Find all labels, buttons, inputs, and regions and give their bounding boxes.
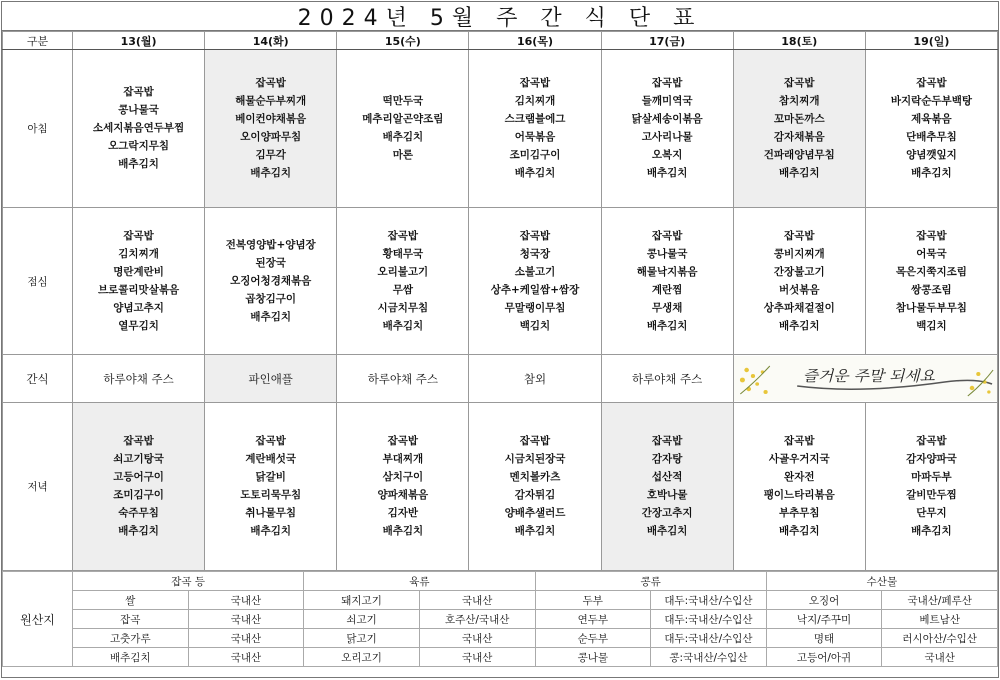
lunch-dish-list bbox=[866, 230, 997, 333]
dish-item: 배추김치 bbox=[646, 319, 688, 332]
dish-item: 무말랭이무침 bbox=[504, 301, 566, 314]
dish-item: 호박나물 bbox=[646, 489, 688, 501]
dish-item: 들깨미역국 bbox=[641, 95, 693, 107]
day-header: 18(토) bbox=[733, 32, 865, 50]
origin-item: 오리고기 bbox=[304, 648, 420, 667]
dish-item: 배추김치 bbox=[382, 525, 424, 537]
origin-source: 대두:국내산/수입산 bbox=[651, 610, 767, 629]
origin-source: 국내산 bbox=[188, 591, 304, 610]
dish-item: 배추김치 bbox=[646, 525, 688, 537]
origin-group-header: 육류 bbox=[304, 572, 535, 591]
dish-item: 무생채 bbox=[651, 301, 683, 314]
menu-title: 2024년 5월 주 간 식 단 표 bbox=[2, 2, 998, 31]
dish-item: 오이양파무침 bbox=[240, 131, 302, 143]
dinner-cell bbox=[469, 403, 601, 571]
dish-item: 잡곡밥 bbox=[651, 229, 683, 242]
dish-item: 잡곡밥 bbox=[784, 229, 815, 242]
dish-item: 잡곡밥 bbox=[519, 77, 551, 89]
dish-item: 잡곡밥 bbox=[255, 435, 286, 447]
origin-source: 대두:국내산/수입산 bbox=[651, 591, 767, 610]
dish-item: 섭산적 bbox=[651, 471, 683, 483]
dish-item: 소세지볶음연두부찜 bbox=[92, 122, 185, 134]
dish-item: 메추리알곤약조림 bbox=[362, 113, 444, 125]
origin-source: 러시아산/수입산 bbox=[882, 629, 998, 648]
dish-item: 참치찌개 bbox=[778, 95, 820, 107]
lunch-cell bbox=[469, 208, 601, 355]
origin-label: 원산지 bbox=[3, 572, 73, 667]
dish-item: 잡곡밥 bbox=[387, 435, 419, 447]
dish-item: 해물순두부찌개 bbox=[235, 95, 307, 107]
dish-item: 완자전 bbox=[784, 471, 815, 483]
dish-item: 고사리나물 bbox=[641, 131, 693, 143]
breakfast-dish-list bbox=[73, 86, 204, 171]
day-header: 15(수) bbox=[337, 32, 469, 50]
dish-item: 잡곡밥 bbox=[916, 435, 947, 447]
origin-item: 오징어 bbox=[766, 591, 882, 610]
dish-item: 잡곡밥 bbox=[255, 77, 286, 89]
dish-item: 스크램블에그 bbox=[504, 113, 566, 125]
dish-item: 배추김치 bbox=[778, 319, 820, 332]
dish-item: 쌍콩조림 bbox=[911, 283, 952, 296]
day-header: 14(화) bbox=[205, 32, 337, 50]
dish-item: 부대찌개 bbox=[382, 453, 424, 465]
dish-item: 취나물무침 bbox=[245, 507, 297, 519]
lunch-cell bbox=[865, 208, 997, 355]
dish-item: 배추김치 bbox=[250, 167, 291, 179]
weekend-banner bbox=[733, 355, 997, 403]
dish-item: 황태무국 bbox=[382, 247, 424, 260]
lunch-cell bbox=[73, 208, 205, 355]
dish-item: 꼬마돈까스 bbox=[773, 113, 825, 125]
weekly-menu-table bbox=[2, 31, 998, 571]
dish-item: 잡곡밥 bbox=[519, 229, 551, 242]
dish-item: 제육볶음 bbox=[911, 113, 952, 125]
origin-source: 호주산/국내산 bbox=[419, 610, 535, 629]
dish-item: 배추김치 bbox=[778, 525, 820, 537]
dish-item: 소불고기 bbox=[514, 265, 556, 278]
dish-item: 브로콜리맛살볶음 bbox=[97, 283, 180, 296]
dish-item: 참나물두부무침 bbox=[895, 301, 967, 314]
origin-row bbox=[3, 591, 998, 610]
breakfast-dish-list bbox=[469, 77, 600, 180]
dish-item: 시금치된장국 bbox=[504, 453, 566, 465]
dish-item: 무쌈 bbox=[392, 283, 413, 296]
dish-item: 김무각 bbox=[255, 149, 286, 161]
dish-item: 어묵볶음 bbox=[514, 131, 556, 143]
dish-item: 콩나물국 bbox=[646, 247, 688, 260]
dish-item: 닭갈비 bbox=[255, 471, 286, 483]
lunch-dish-list bbox=[205, 239, 336, 324]
origin-item: 배추김치 bbox=[73, 648, 189, 667]
dish-item: 마론 bbox=[392, 149, 413, 161]
dish-item: 갈비만두찜 bbox=[906, 489, 957, 501]
dish-item: 바지락순두부백탕 bbox=[890, 95, 972, 107]
dish-item: 열무김치 bbox=[118, 319, 159, 332]
meal-label-lunch: 점심 bbox=[3, 208, 73, 355]
dinner-cell bbox=[601, 403, 733, 571]
dinner-cell bbox=[865, 403, 997, 571]
day-header: 13(월) bbox=[73, 32, 205, 50]
origin-source: 국내산 bbox=[188, 610, 304, 629]
origin-source: 대두:국내산/수입산 bbox=[651, 629, 767, 648]
dish-item: 버섯볶음 bbox=[778, 283, 820, 296]
dinner-cell bbox=[73, 403, 205, 571]
dish-item: 잡곡밥 bbox=[123, 435, 154, 447]
breakfast-cell bbox=[733, 50, 865, 208]
origin-source: 콩:국내산/수입산 bbox=[651, 648, 767, 667]
origin-source: 국내산 bbox=[188, 648, 304, 667]
origin-item: 낙지/주꾸미 bbox=[766, 610, 882, 629]
dish-item: 쇠고기탕국 bbox=[113, 453, 164, 465]
dish-item: 목은지쭉지조림 bbox=[895, 265, 967, 278]
origin-source: 국내산 bbox=[882, 648, 998, 667]
dinner-dish-list bbox=[337, 435, 468, 538]
dish-item: 감자채볶음 bbox=[773, 131, 825, 143]
origin-source: 국내산/페루산 bbox=[882, 591, 998, 610]
dish-item: 마파두부 bbox=[911, 471, 952, 483]
breakfast-cell bbox=[73, 50, 205, 208]
dish-item: 해물낙지볶음 bbox=[636, 265, 698, 278]
origin-item: 고등어/아귀 bbox=[766, 648, 882, 667]
dish-item: 배추김치 bbox=[118, 525, 159, 537]
origin-source: 국내산 bbox=[188, 629, 304, 648]
dinner-dish-list bbox=[734, 435, 865, 538]
dish-item: 상추+케일쌈+쌈장 bbox=[490, 283, 580, 296]
dish-item: 잡곡밥 bbox=[519, 435, 551, 447]
origin-row bbox=[3, 629, 998, 648]
snack-cell: 하루야채 주스 bbox=[73, 355, 205, 403]
origin-item: 닭고기 bbox=[304, 629, 420, 648]
breakfast-cell bbox=[601, 50, 733, 208]
snack-cell: 참외 bbox=[469, 355, 601, 403]
dish-item: 배추김치 bbox=[778, 167, 820, 179]
day-header: 17(금) bbox=[601, 32, 733, 50]
origin-item: 콩나물 bbox=[535, 648, 651, 667]
origin-item: 순두부 bbox=[535, 629, 651, 648]
header-row bbox=[3, 32, 998, 50]
dish-item: 양파채볶음 bbox=[377, 489, 429, 501]
dish-item: 배추김치 bbox=[382, 131, 424, 143]
dish-item: 숙주무침 bbox=[118, 507, 159, 519]
dish-item: 배추김치 bbox=[250, 525, 291, 537]
origin-source: 국내산 bbox=[419, 591, 535, 610]
dish-item: 베이컨야채볶음 bbox=[235, 113, 307, 125]
dish-item: 배추김치 bbox=[250, 310, 291, 323]
origin-source: 베트남산 bbox=[882, 610, 998, 629]
origin-row bbox=[3, 648, 998, 667]
origin-group-header: 수산물 bbox=[766, 572, 997, 591]
dish-item: 전복영양밥+양념장 bbox=[225, 238, 316, 251]
dish-item: 건파래양념무침 bbox=[763, 149, 835, 161]
origin-group-header: 잡곡 등 bbox=[73, 572, 304, 591]
dish-item: 잡곡밥 bbox=[651, 77, 683, 89]
dinner-dish-list bbox=[866, 435, 997, 538]
banner-text: 즐거운 주말 되세요 bbox=[802, 367, 935, 385]
dish-item: 양념깻잎지 bbox=[906, 149, 957, 161]
snack-cell: 파인애플 bbox=[205, 355, 337, 403]
dish-item: 잡곡밥 bbox=[123, 86, 154, 98]
dish-item: 오그락지무침 bbox=[108, 140, 169, 152]
breakfast-cell bbox=[469, 50, 601, 208]
origin-item: 고춧가루 bbox=[73, 629, 189, 648]
dish-item: 잡곡밥 bbox=[784, 77, 815, 89]
dish-item: 된장국 bbox=[255, 256, 286, 269]
dish-item: 잡곡밥 bbox=[123, 229, 154, 242]
origin-item: 돼지고기 bbox=[304, 591, 420, 610]
dish-item: 멘치볼카츠 bbox=[509, 471, 561, 483]
day-header: 19(일) bbox=[865, 32, 997, 50]
dish-item: 계란찜 bbox=[651, 283, 683, 296]
dish-item: 고등어구이 bbox=[113, 471, 164, 483]
origin-row bbox=[3, 610, 998, 629]
breakfast-dish-list bbox=[734, 77, 865, 180]
dish-item: 잡곡밥 bbox=[387, 229, 419, 242]
dish-item: 간장고추지 bbox=[641, 507, 693, 519]
dish-item: 감자튀김 bbox=[514, 489, 556, 501]
dish-item: 시금치무침 bbox=[377, 301, 429, 314]
dish-item: 김치찌개 bbox=[514, 95, 556, 107]
meal-label-snack: 간식 bbox=[3, 355, 73, 403]
dish-item: 사골우거지국 bbox=[768, 453, 830, 465]
dish-item: 도토리묵무침 bbox=[240, 489, 302, 501]
weekend-banner-image bbox=[734, 356, 997, 401]
breakfast-dish-list bbox=[337, 95, 468, 162]
dish-item: 백김치 bbox=[519, 319, 551, 332]
dish-item: 조미김구이 bbox=[113, 489, 164, 501]
dish-item: 김자반 bbox=[387, 507, 419, 519]
dish-item: 조미김구이 bbox=[509, 149, 561, 161]
dish-item: 상추파채겉절이 bbox=[763, 301, 835, 314]
dish-item: 간장불고기 bbox=[773, 265, 825, 278]
breakfast-cell bbox=[205, 50, 337, 208]
breakfast-dish-list bbox=[205, 77, 336, 180]
dish-item: 배추김치 bbox=[514, 167, 556, 179]
dinner-row bbox=[3, 403, 998, 571]
dish-item: 배추김치 bbox=[514, 525, 556, 537]
menu-sheet bbox=[1, 1, 999, 678]
dish-item: 오리불고기 bbox=[377, 265, 429, 278]
dish-item: 백김치 bbox=[916, 319, 947, 332]
dinner-cell bbox=[205, 403, 337, 571]
lunch-cell bbox=[733, 208, 865, 355]
lunch-dish-list bbox=[73, 230, 204, 333]
dish-item: 닭살세송이볶음 bbox=[631, 113, 703, 125]
dinner-cell bbox=[733, 403, 865, 571]
dish-item: 배추김치 bbox=[382, 319, 424, 332]
dish-item: 팽이느타리볶음 bbox=[763, 489, 835, 501]
dish-item: 양념고추지 bbox=[113, 301, 164, 314]
dish-item: 김치찌개 bbox=[118, 247, 159, 260]
dinner-cell bbox=[337, 403, 469, 571]
dish-item: 감자양파국 bbox=[906, 453, 957, 465]
lunch-dish-list bbox=[469, 230, 600, 333]
origin-item: 잡곡 bbox=[73, 610, 189, 629]
lunch-dish-list bbox=[337, 230, 468, 333]
snack-cell: 하루야채 주스 bbox=[337, 355, 469, 403]
dish-item: 콩비지찌개 bbox=[773, 247, 825, 260]
breakfast-cell bbox=[865, 50, 997, 208]
origin-group-header: 콩류 bbox=[535, 572, 766, 591]
dinner-dish-list bbox=[73, 435, 204, 538]
dish-item: 어묵국 bbox=[916, 247, 947, 260]
dish-item: 부추무침 bbox=[778, 507, 820, 519]
dish-item: 청국장 bbox=[519, 247, 551, 260]
origin-item: 두부 bbox=[535, 591, 651, 610]
dish-item: 잡곡밥 bbox=[651, 435, 683, 447]
lunch-cell bbox=[601, 208, 733, 355]
dish-item: 감자탕 bbox=[651, 453, 683, 465]
snack-row bbox=[3, 355, 998, 403]
dish-item: 계란배섯국 bbox=[245, 453, 297, 465]
breakfast-dish-list bbox=[866, 77, 997, 180]
breakfast-row bbox=[3, 50, 998, 208]
lunch-cell bbox=[337, 208, 469, 355]
dish-item: 오복지 bbox=[651, 149, 683, 161]
dish-item: 오징어청경채볶음 bbox=[230, 274, 312, 287]
dish-item: 양배추샐러드 bbox=[504, 507, 566, 519]
meal-label-dinner: 저녁 bbox=[3, 403, 73, 571]
dish-item: 잡곡밥 bbox=[784, 435, 815, 447]
dish-item: 명란계란비 bbox=[113, 265, 164, 278]
dinner-dish-list bbox=[205, 435, 336, 538]
dish-item: 단배추무침 bbox=[906, 131, 957, 143]
breakfast-dish-list bbox=[602, 77, 733, 180]
origin-source: 국내산 bbox=[419, 648, 535, 667]
dish-item: 잡곡밥 bbox=[916, 229, 947, 242]
header-label: 구분 bbox=[3, 32, 73, 50]
dish-item: 배추김치 bbox=[911, 525, 952, 537]
origin-source: 국내산 bbox=[419, 629, 535, 648]
dish-item: 삼치구이 bbox=[382, 471, 424, 483]
origin-item: 연두부 bbox=[535, 610, 651, 629]
dish-item: 콩나물국 bbox=[118, 104, 159, 116]
lunch-cell bbox=[205, 208, 337, 355]
dish-item: 잡곡밥 bbox=[916, 77, 947, 89]
lunch-dish-list bbox=[734, 230, 865, 333]
origin-item: 쌀 bbox=[73, 591, 189, 610]
day-header: 16(목) bbox=[469, 32, 601, 50]
meal-label-breakfast: 아침 bbox=[3, 50, 73, 208]
dish-item: 배추김치 bbox=[911, 167, 952, 179]
snack-cell: 하루야채 주스 bbox=[601, 355, 733, 403]
dish-item: 배추김치 bbox=[118, 158, 159, 170]
dish-item: 단무지 bbox=[916, 507, 947, 519]
dinner-dish-list bbox=[602, 435, 733, 538]
origin-table bbox=[2, 571, 998, 667]
lunch-dish-list bbox=[602, 230, 733, 333]
lunch-row bbox=[3, 208, 998, 355]
origin-item: 명태 bbox=[766, 629, 882, 648]
dish-item: 곱창김구이 bbox=[245, 292, 297, 305]
dinner-dish-list bbox=[469, 435, 600, 538]
dish-item: 배추김치 bbox=[646, 167, 688, 179]
breakfast-cell bbox=[337, 50, 469, 208]
dish-item: 떡만두국 bbox=[382, 95, 424, 107]
origin-item: 쇠고기 bbox=[304, 610, 420, 629]
